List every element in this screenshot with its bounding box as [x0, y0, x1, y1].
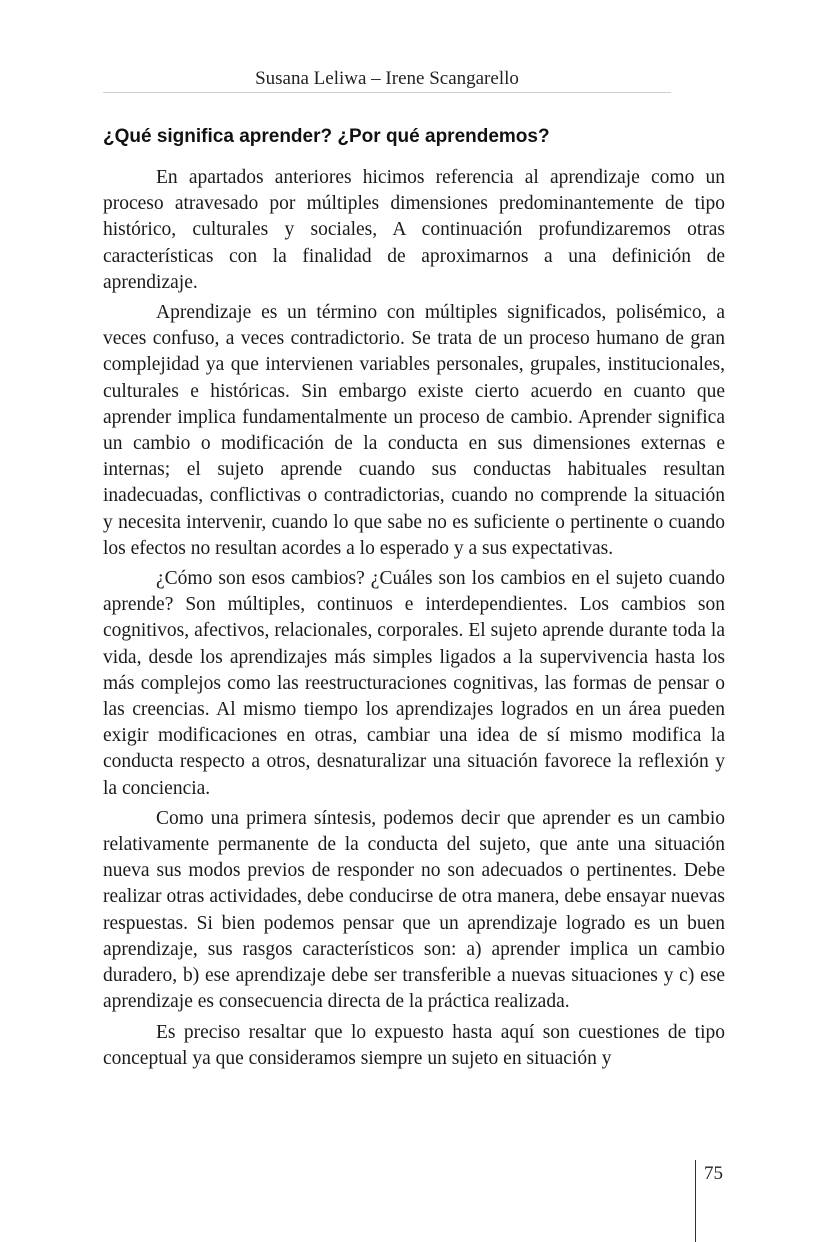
paragraph: En apartados anteriores hicimos referencia al aprendizaje como un proceso atravesado por múltiples dimensiones predominantemente de tipo histórico, culturales y sociales, A continuación profundizaremos otras características con la finalidad de aproximarnos a una definición de aprendizaje.	[103, 167, 725, 293]
section-heading: ¿Qué significa aprender? ¿Por qué aprendemos?	[103, 126, 550, 147]
paragraph: Es preciso resaltar que lo expuesto hasta aquí son cuestiones de tipo conceptual ya que consideramos siempre un sujeto en situación y	[103, 1021, 725, 1069]
running-header: Susana Leliwa – Irene Scangarello	[255, 68, 519, 89]
page-number-divider	[695, 1160, 696, 1242]
paragraph: ¿Cómo son esos cambios? ¿Cuáles son los cambios en el sujeto cuando aprende? Son múltiples, continuos e interdependientes. Los cambios son cognitivos, afectivos, relacionales, corporales. El sujeto aprende durante toda la vida, desde los aprendizajes más simples ligados a la supervivencia hasta los más complejos como las reestructuraciones cognitivas, las formas de pensar o las creencias. Al mismo tiempo los aprendizajes logrados en un área pueden exigir modificaciones en otras, cambiar una idea de sí mismo modifica la conducta respecto a otros, desnaturalizar una situación favorece la reflexión y la conciencia.	[103, 568, 725, 799]
paragraph: Aprendizaje es un término con múltiples significados, polisémico, a veces confuso, a veces contradictorio. Se trata de un proceso humano de gran complejidad ya que intervienen variables personales, grupales, institucionales, culturales e históricas. Sin embargo existe cierto acuerdo en cuanto que aprender implica fundamentalmente un proceso de cambio. Aprender significa un cambio o modificación de la conducta en sus dimensiones externas e internas; el sujeto aprende cuando sus conductas habituales resultan inadecuadas, conflictivas o contradictorias, cuando no comprende la situación y necesita intervenir, cuando lo que sabe no es suficiente o pertinente o cuando los efectos no resultan acordes a lo esperado y a sus expectativas.	[103, 302, 725, 559]
header-divider	[103, 92, 671, 93]
page-number: 75	[704, 1163, 723, 1184]
paragraph: Como una primera síntesis, podemos decir que aprender es un cambio relativamente permanente de la conducta del sujeto, que ante una situación nueva sus modos previos de responder no son adecuados o pertinentes. Debe realizar otras actividades, debe conducirse de otra manera, debe ensayar nuevas respuestas. Si bien podemos pensar que un aprendizaje logrado es un buen aprendizaje, sus rasgos característicos son: a) aprender implica un cambio duradero, b) ese aprendizaje debe ser transferible a nuevas situaciones y c) ese aprendizaje es consecuencia directa de la práctica realizada.	[103, 807, 725, 1013]
body-text	[103, 165, 725, 1076]
